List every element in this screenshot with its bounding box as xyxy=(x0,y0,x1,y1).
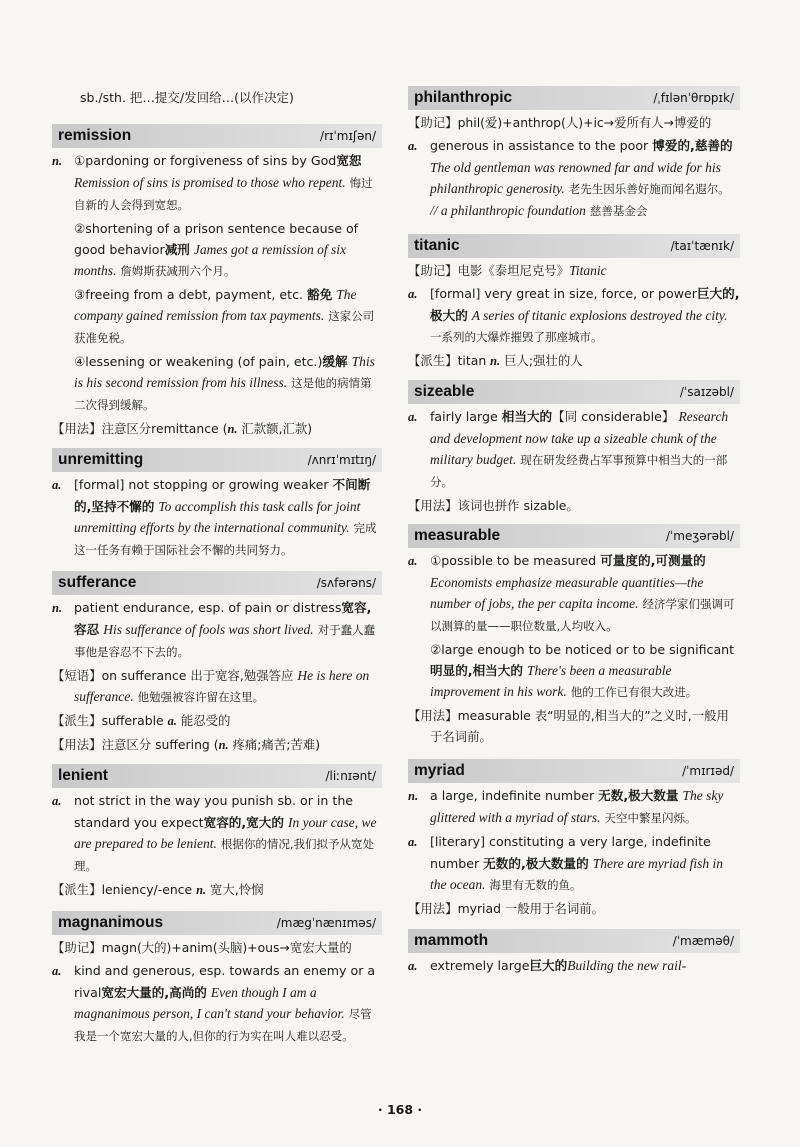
chinese-gloss: 巨大的 xyxy=(529,958,568,973)
usage-note xyxy=(52,418,382,440)
headword: titanic xyxy=(414,237,460,254)
note-text: 电影《泰坦尼克号》 xyxy=(457,263,570,278)
note-text: myriad 一般用于名词前。 xyxy=(457,901,605,916)
note-text: measurable 表“明显的,相当大的”之义时,一般用于名词前。 xyxy=(430,708,729,744)
definition: ②shortening of a prison sentence because of good behavior xyxy=(74,221,359,257)
note-tag: 【用法】 xyxy=(408,708,458,723)
derivative-gloss: 巨人;强壮的人 xyxy=(504,353,583,368)
example-translation: 天空中繁星闪烁。 xyxy=(604,811,697,825)
headword-bar xyxy=(52,764,382,788)
mnemonic-note xyxy=(52,937,382,958)
derivative-word: titan xyxy=(457,353,487,368)
example: He is here on sufferance. xyxy=(74,668,370,704)
headword: mammoth xyxy=(414,932,489,949)
entry-sufferance xyxy=(52,571,382,756)
example: His sufferance of fools was short lived. xyxy=(103,622,314,637)
sense-1 xyxy=(408,135,740,222)
definition: not strict in the way you punish sb. or in the standard you expect xyxy=(74,793,354,830)
pronunciation: /ʌnrɪˈmɪtɪŋ/ xyxy=(307,453,376,467)
example: James got a remission of six months. xyxy=(74,242,347,278)
usage-note xyxy=(408,495,740,516)
mnemonic-note xyxy=(408,112,740,133)
derivative-gloss: 宽大,怜悯 xyxy=(210,882,264,897)
part-of-speech: n. xyxy=(52,154,63,168)
chinese-gloss: 相当大的 xyxy=(501,409,553,424)
page-number: · 168 · xyxy=(377,1102,423,1117)
phrase-note xyxy=(52,665,382,708)
chinese-gloss: 豁免 xyxy=(307,287,333,302)
headword-bar xyxy=(408,759,740,783)
example: Remission of sins is promised to those who repent. xyxy=(74,175,346,190)
sense-1 xyxy=(52,474,382,561)
sense-1 xyxy=(52,150,382,216)
note-tag: 【短语】 xyxy=(52,668,102,683)
definition: a large, indefinite number xyxy=(430,788,595,803)
note-text-end: 汇款额,汇款) xyxy=(237,421,313,436)
example: Titanic xyxy=(569,263,607,278)
part-of-speech: a. xyxy=(408,139,418,153)
part-of-speech: a. xyxy=(408,554,418,568)
note-text: magn(大的)+anim(头脑)+ous→宽宏大量的 xyxy=(101,940,352,955)
derivative-note xyxy=(408,350,740,372)
example: Building the new rail- xyxy=(567,958,687,973)
continuation-text: sb./sth. 把…提交/发回给…(以作决定) xyxy=(80,90,294,105)
entry-titanic xyxy=(408,234,740,372)
part-of-speech: a. xyxy=(408,959,418,973)
example-translation: 一系列的大爆炸摧毁了那座城市。 xyxy=(430,330,603,344)
definition: patient endurance, esp. of pain or distress xyxy=(74,600,342,615)
note-text: on sufferance 出于宽容,勉强答应 xyxy=(101,668,294,683)
chinese-gloss: 宽恕 xyxy=(336,153,362,168)
headword-bar xyxy=(408,86,740,110)
example-translation: 悔过自新的人会得到宽恕。 xyxy=(74,176,373,212)
example-translation: 现在研发经费占军事预算中相当大的一部分。 xyxy=(430,453,728,489)
sense-1 xyxy=(408,785,740,829)
definition: ①possible to be measured xyxy=(430,553,597,568)
example: To accomplish this task calls for joint unremitting efforts by the international community. xyxy=(74,499,361,535)
synonym: 【同 considerable】 xyxy=(552,409,675,424)
note-tag: 【助记】 xyxy=(52,940,102,955)
entry-measurable xyxy=(408,524,740,747)
definition: generous in assistance to the poor xyxy=(430,138,649,153)
part-of-speech: n. xyxy=(52,601,63,615)
headword: measurable xyxy=(414,527,501,544)
part-of-speech: a. xyxy=(408,287,418,301)
chinese-gloss: 明显的,相当大的 xyxy=(430,663,523,678)
headword-bar xyxy=(408,524,740,548)
note-tag: 【用法】 xyxy=(52,421,102,436)
example-2: // a philanthropic foundation xyxy=(430,203,586,218)
part-of-speech: a. xyxy=(408,410,418,424)
sense-2 xyxy=(408,639,740,703)
headword-bar xyxy=(408,380,740,404)
sense-1 xyxy=(408,406,740,493)
headword: sizeable xyxy=(414,383,475,400)
definition: [literary] constituting a very large, indefinite number xyxy=(430,834,711,871)
pronunciation: /taɪˈtænɪk/ xyxy=(670,239,734,253)
sense-1 xyxy=(52,960,382,1047)
pronunciation: /ˈmæməθ/ xyxy=(672,934,734,948)
example: The sky glittered with a myriad of stars. xyxy=(430,788,724,825)
pronunciation: /liːnɪənt/ xyxy=(325,769,376,783)
part-of-speech: a. xyxy=(52,794,62,808)
part-of-speech: n. xyxy=(490,354,501,368)
chinese-gloss: 减刑 xyxy=(164,242,190,257)
headword-bar xyxy=(52,571,382,595)
example-translation: 他勉强被容许留在这里。 xyxy=(137,690,265,704)
headword: myriad xyxy=(414,762,465,779)
pronunciation: /ˈmɪrɪəd/ xyxy=(682,764,734,778)
chinese-gloss: 巨大的,极大的 xyxy=(430,286,740,323)
example-translation: 詹姆斯获减刑六个月。 xyxy=(120,264,236,278)
note-tag: 【助记】 xyxy=(408,115,458,130)
left-column xyxy=(52,0,382,1047)
note-tag: 【派生】 xyxy=(408,353,458,368)
headword: lenient xyxy=(58,767,108,784)
derivative-word: sufferable xyxy=(101,713,164,728)
part-of-speech: a. xyxy=(408,835,418,849)
entry-remission xyxy=(52,124,382,440)
example: Even though I am a magnanimous person, I can't stand your behavior. xyxy=(74,985,345,1021)
definition: ①pardoning or forgiveness of sins by God xyxy=(74,153,337,168)
note-tag: 【用法】 xyxy=(408,498,458,513)
example-translation: 老先生因乐善好施而闻名遐尔。 xyxy=(568,182,730,196)
note-text: phil(爱)+anthrop(人)+ic→爱所有人→博爱的 xyxy=(457,115,712,130)
pronunciation: /ˈmeʒərəbl/ xyxy=(665,529,734,543)
right-column xyxy=(408,0,740,977)
definition: ③freeing from a debt, payment, etc. xyxy=(74,287,304,302)
part-of-speech: n. xyxy=(227,422,238,436)
chinese-gloss: 宽容,容忍 xyxy=(74,600,372,637)
sense-1 xyxy=(52,790,382,877)
sense-2 xyxy=(408,831,740,896)
entry-sizeable xyxy=(408,380,740,516)
example: A series of titanic explosions destroyed the city. xyxy=(471,308,728,323)
sense-1 xyxy=(52,597,382,663)
part-of-speech: a. xyxy=(52,964,62,978)
example: This is his second remission from his illness. xyxy=(74,354,375,390)
chinese-gloss: 可量度的,可测量的 xyxy=(600,553,706,568)
headword: magnanimous xyxy=(58,914,164,931)
sense-4 xyxy=(52,351,382,416)
mnemonic-note xyxy=(408,260,740,281)
pronunciation: /mægˈnænɪməs/ xyxy=(276,916,376,930)
note-text: 注意区分remittance ( xyxy=(101,421,228,436)
example: There's been a measurable improvement in his work. xyxy=(430,663,672,699)
example-translation: 尽管我是一个宽宏大量的人,但你的行为实在叫人难以忍受。 xyxy=(74,1007,372,1043)
example-translation: 完成这一任务有赖于国际社会不懈的共同努力。 xyxy=(74,521,377,557)
definition: ④lessening or weakening (of pain, etc.) xyxy=(74,354,323,369)
derivative-note xyxy=(52,710,382,732)
note-tag: 【助记】 xyxy=(408,263,458,278)
example-translation: 经济学家们强调可以测算的量——职位数量,人均收入。 xyxy=(430,597,735,633)
part-of-speech: a. xyxy=(52,478,62,492)
chinese-gloss: 缓解 xyxy=(322,354,348,369)
chinese-gloss: 宽容的,宽大的 xyxy=(203,815,284,830)
headword-bar xyxy=(52,124,382,148)
example-translation: 根据你的情况,我们拟予从宽处理。 xyxy=(74,837,375,873)
sense-1 xyxy=(408,283,740,348)
example-translation: 海里有无数的鱼。 xyxy=(489,878,582,892)
chinese-gloss: 博爱的,慈善的 xyxy=(652,138,733,153)
part-of-speech: n. xyxy=(218,738,229,752)
sense-2 xyxy=(52,218,382,282)
headword-bar xyxy=(52,448,382,472)
example: The company gained remission from tax payments. xyxy=(74,287,357,323)
derivative-note xyxy=(52,879,382,901)
entry-unremitting xyxy=(52,448,382,561)
headword-bar xyxy=(52,911,382,935)
chinese-gloss: 无数,极大数量 xyxy=(598,788,679,803)
entry-lenient xyxy=(52,764,382,901)
example-translation: 这是他的病情第二次得到缓解。 xyxy=(74,376,372,412)
example: Economists emphasize measurable quantities—the number of jobs, the per capita income. xyxy=(430,575,704,611)
note-tag: 【用法】 xyxy=(408,901,458,916)
derivative-gloss: 能忍受的 xyxy=(180,713,231,728)
headword-bar xyxy=(408,234,740,258)
note-tag: 【派生】 xyxy=(52,882,102,897)
usage-note xyxy=(408,898,740,919)
definition: kind and generous, esp. towards an enemy or a rival xyxy=(74,963,376,1000)
example-translation: 对于蠢人蠢事他是容忍不下去的。 xyxy=(74,623,376,659)
pronunciation: /rɪˈmɪʃən/ xyxy=(320,129,376,143)
pronunciation: /sʌfərəns/ xyxy=(316,576,376,590)
headword: remission xyxy=(58,127,132,144)
chinese-gloss: 无数的,极大数量的 xyxy=(483,856,589,871)
example: The old gentleman was renowned far and wide for his philanthropic generosity. xyxy=(430,160,721,196)
note-text: 该词也拼作 sizable。 xyxy=(457,498,579,513)
entry-philanthropic xyxy=(408,86,740,222)
definition: fairly large xyxy=(430,409,498,424)
example-translation: 他的工作已有很大改进。 xyxy=(570,685,698,699)
pronunciation: /ˌfɪlənˈθrɒpɪk/ xyxy=(653,91,734,105)
sense-1 xyxy=(408,955,740,977)
entry-magnanimous xyxy=(52,911,382,1047)
example-translation: 这家公司获准免税。 xyxy=(74,309,375,345)
definition: ②large enough to be noticed or to be significant xyxy=(430,642,735,657)
example: In your case, we are prepared to be lenient. xyxy=(74,815,377,851)
chinese-gloss: 不间断的,坚持不懈的 xyxy=(74,477,371,514)
definition: extremely large xyxy=(430,958,530,973)
chinese-gloss: 宽宏大量的,高尚的 xyxy=(101,985,207,1000)
headword: unremitting xyxy=(58,451,144,468)
part-of-speech: n. xyxy=(196,883,207,897)
usage-note xyxy=(408,705,740,747)
part-of-speech: a. xyxy=(167,714,177,728)
part-of-speech: n. xyxy=(408,789,419,803)
note-tag: 【派生】 xyxy=(52,713,102,728)
sense-3 xyxy=(52,284,382,349)
note-text: 注意区分 suffering ( xyxy=(101,737,219,752)
pronunciation: /ˈsaɪzəbl/ xyxy=(679,385,734,399)
sense-1 xyxy=(408,550,740,637)
entry-myriad xyxy=(408,759,740,919)
definition: [formal] not stopping or growing weaker xyxy=(74,477,329,492)
derivative-word: leniency/-ence xyxy=(101,882,193,897)
example: There are myriad fish in the ocean. xyxy=(430,856,723,892)
headword: philanthropic xyxy=(414,89,513,106)
example: Research and development now take up a sizeable chunk of the military budget. xyxy=(430,409,729,467)
entry-mammoth xyxy=(408,929,740,977)
usage-note xyxy=(52,734,382,756)
note-text-end: 疼痛;痛苦;苦难) xyxy=(228,737,321,752)
headword: sufferance xyxy=(58,574,137,591)
note-tag: 【用法】 xyxy=(52,737,102,752)
example-2-translation: 慈善基金会 xyxy=(589,204,648,218)
definition: [formal] very great in size, force, or power xyxy=(430,286,697,301)
headword-bar xyxy=(408,929,740,953)
